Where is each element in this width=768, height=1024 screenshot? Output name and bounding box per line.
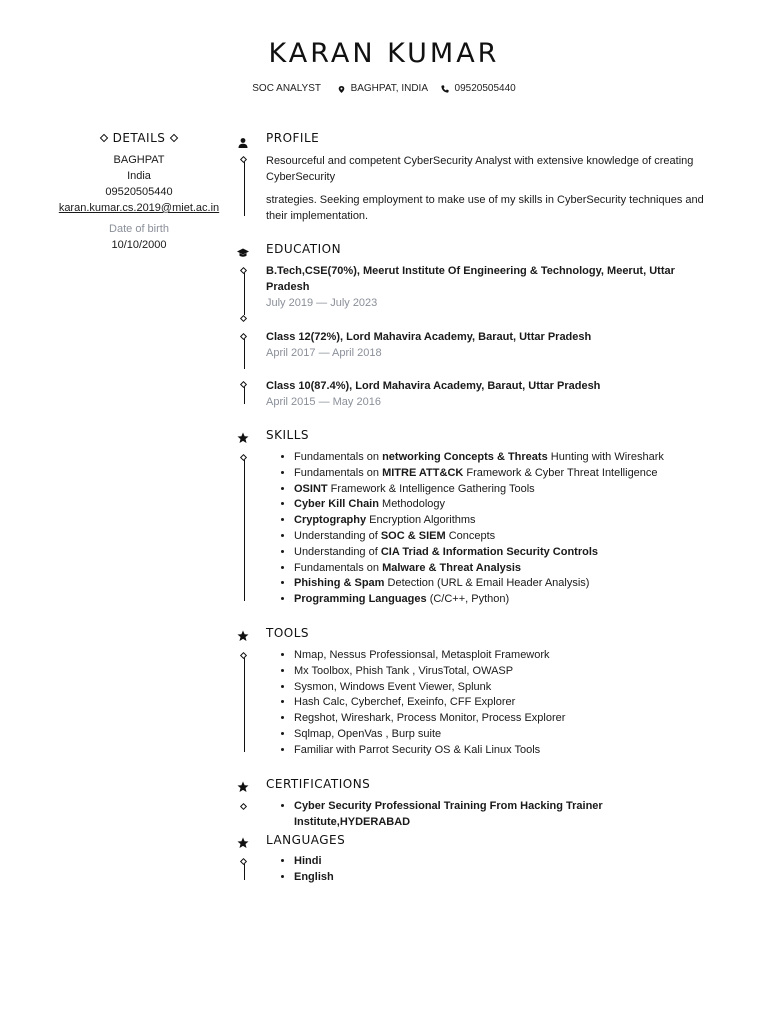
details-phone: 09520505440	[105, 186, 173, 198]
details-country: India	[127, 170, 151, 182]
timeline-line	[244, 339, 245, 369]
profile-heading: PROFILE	[266, 131, 320, 145]
tools-heading: TOOLS	[266, 626, 310, 640]
list-item: • Hindi	[294, 854, 718, 870]
tools-list	[266, 648, 718, 759]
education-dates: April 2015 — May 2016	[266, 396, 381, 408]
details-column	[50, 130, 228, 253]
details-email-link[interactable]: karan.kumar.cs.2019@miet.ac.in	[58, 202, 220, 214]
timeline-dot	[240, 315, 247, 322]
details-city: BAGHPAT	[113, 154, 165, 166]
certifications-heading: CERTIFICATIONS	[266, 777, 371, 791]
star-icon	[236, 431, 250, 445]
diamond-icon	[99, 134, 107, 142]
education-title: Class 12(72%), Lord Mahavira Academy, Baraut, Uttar Pradesh	[266, 331, 592, 343]
timeline-line	[244, 658, 245, 752]
header-phone: 09520505440	[454, 83, 516, 94]
map-pin-icon	[338, 85, 345, 92]
diamond-icon	[170, 134, 178, 142]
languages-list	[266, 854, 718, 886]
list-item: • Hash Calc, Cyberchef, Exeinfo, CFF Explorer	[294, 695, 718, 711]
list-item: • Phishing & Spam Detection (URL & Email Header Analysis)	[294, 576, 718, 592]
education-item	[266, 329, 718, 361]
list-item: • OSINT Framework & Intelligence Gathering Tools	[294, 482, 718, 498]
list-item: • Cryptography Encryption Algorithms	[294, 513, 718, 529]
timeline-line	[244, 162, 245, 216]
list-item: • Fundamentals on MITRE ATT&CK Framework & Cyber Threat Intelligence	[294, 466, 718, 482]
timeline-dot	[240, 803, 247, 810]
timeline-line	[244, 864, 245, 880]
list-item: • Programming Languages (C/C++, Python)	[294, 592, 718, 608]
dob-value: 10/10/2000	[111, 239, 167, 251]
certifications-list	[266, 799, 718, 831]
education-dates: April 2017 — April 2018	[266, 347, 382, 359]
list-item: • Nmap, Nessus Professionsal, Metasploit Framework	[294, 648, 718, 664]
details-heading: DETAILS	[50, 130, 228, 146]
skills-list	[266, 450, 718, 608]
list-item: • Regshot, Wireshark, Process Monitor, Process Explorer	[294, 711, 718, 727]
education-item	[266, 378, 718, 410]
profile-para-2: strategies. Seeking employment to make use of my skills in CyberSecurity techniques and their implementation.	[266, 194, 704, 222]
list-item: • Sqlmap, OpenVas , Burp suite	[294, 727, 718, 743]
header-location: BAGHPAT, INDIA	[350, 83, 428, 94]
education-heading: EDUCATION	[266, 242, 342, 256]
education-title: Class 10(87.4%), Lord Mahavira Academy, Baraut, Uttar Pradesh	[266, 380, 601, 392]
dob-label: Date of birth	[109, 223, 169, 235]
star-icon	[236, 780, 250, 794]
list-item: • Mx Toolbox, Phish Tank , VirusTotal, OWASP	[294, 664, 718, 680]
person-icon	[236, 136, 250, 150]
resume-name: KARAN KUMAR	[268, 38, 500, 69]
list-item: • English	[294, 870, 718, 886]
skills-heading: SKILLS	[266, 428, 310, 442]
list-item: • Fundamentals on Malware & Threat Analysis	[294, 561, 718, 577]
education-item	[266, 263, 718, 311]
profile-para-1: Resourceful and competent CyberSecurity Analyst with extensive knowledge of creating CyberSecurity	[266, 155, 694, 183]
timeline-line	[244, 387, 245, 404]
list-item: • Understanding of CIA Triad & Information Security Controls	[294, 545, 718, 561]
list-item: • Fundamentals on networking Concepts & Threats Hunting with Wireshark	[294, 450, 718, 466]
graduation-cap-icon	[236, 246, 250, 260]
list-item: • Sysmon, Windows Event Viewer, Splunk	[294, 680, 718, 696]
education-title: B.Tech,CSE(70%), Meerut Institute Of Engineering & Technology, Meerut, Uttar Pradesh	[266, 265, 675, 293]
list-item: • Understanding of SOC & SIEM Concepts	[294, 529, 718, 545]
list-item: • Familiar with Parrot Security OS & Kali Linux Tools	[294, 743, 718, 759]
languages-heading: LANGUAGES	[266, 833, 346, 847]
list-item: • Cyber Kill Chain Methodology	[294, 497, 718, 513]
timeline-line	[244, 460, 245, 601]
education-dates: July 2019 — July 2023	[266, 297, 378, 309]
phone-icon	[441, 85, 449, 93]
list-item: • Cyber Security Professional Training From Hacking Trainer Institute,HYDERABAD	[294, 799, 718, 831]
header-role: SOC ANALYST	[252, 83, 321, 94]
header-subline	[0, 83, 768, 94]
star-icon	[236, 836, 250, 850]
profile-section	[266, 153, 718, 224]
star-icon	[236, 629, 250, 643]
timeline-line	[244, 273, 245, 315]
